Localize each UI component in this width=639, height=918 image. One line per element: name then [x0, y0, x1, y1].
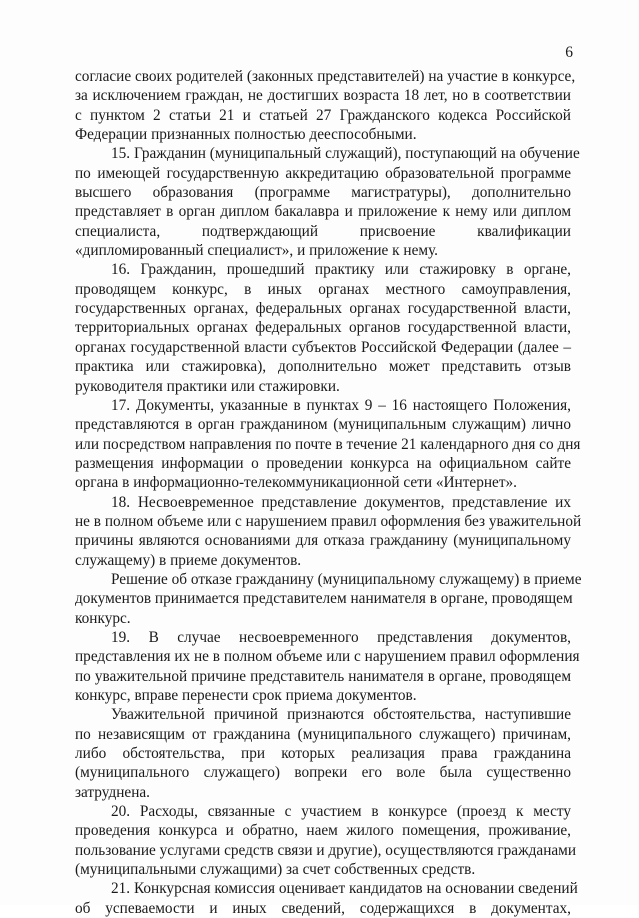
text-line: органа в информационно-телекоммуникационной сети «Интернет». [75, 474, 517, 492]
text-line: либо обстоятельства, при которых реализация права гражданина [75, 745, 571, 763]
text-line: проведения конкурса и обратно, наем жилого помещения, проживание, [75, 822, 571, 840]
text-line: (муниципальными служащими) за счет собственных средств. [75, 861, 476, 879]
text-line: по независящим от гражданина (муниципального служащего) причинам, [75, 725, 571, 743]
text-line: «дипломированный специалист», и приложение к нему. [75, 242, 439, 260]
paragraph-p21 [75, 879, 578, 918]
text-line: причины являются основаниями для отказа гражданину (муниципальному [75, 532, 571, 550]
text-line: затруднена. [75, 783, 150, 801]
text-line: 20. Расходы, связанные с участием в конкурсе (проезд к месту [111, 803, 571, 821]
text-line: конкурс, вправе перенести срок приема документов. [75, 687, 417, 704]
text-line: по имеющей государственную аккредитацию образовательной программе [75, 164, 571, 182]
text-line: документов принимается представителем нанимателя в органе, проводящем [75, 590, 573, 608]
text-line: 19. В случае несвоевременного представления документов, [111, 628, 571, 646]
text-line: Уважительной причиной признаются обстоятельства, наступившие [111, 706, 571, 724]
paragraph-p15 [75, 144, 580, 260]
text-line: проводящем конкурс, в иных органах местного самоуправления, [75, 280, 571, 298]
text-line: согласие своих родителей (законных представителей) на участие в конкурсе, [75, 68, 576, 85]
text-line: 17. Документы, указанные в пунктах 9 – 16 настоящего Положения, [111, 396, 571, 414]
text-line: практика или стажировка), дополнительно может представить отзыв [75, 358, 571, 376]
text-line: пользование услугами средств связи и другие), осуществляются гражданами [75, 841, 577, 859]
text-line: представляет в орган диплом бакалавра и приложение к нему или диплом [75, 203, 571, 221]
text-line: органах государственной власти субъектов Российской Федерации (далее – [75, 338, 571, 356]
text-line: 21. Конкурсная комиссия оценивает кандидатов на основании сведений [111, 880, 578, 898]
text-line: 15. Гражданин (муниципальный служащий), поступающий на обучение [111, 145, 580, 163]
text-line: с пунктом 2 статьи 21 и статьей 27 Гражданского кодекса Российской [75, 106, 571, 124]
text-line: 18. Несвоевременное представление документов, представление их [111, 493, 571, 511]
paragraph-p19-2 [75, 705, 571, 802]
text-line: не в полном объеме или с нарушением правил оформления без уважительной [75, 512, 582, 530]
text-line: по уважительной причине представитель нанимателя в органе, проводящем [75, 667, 571, 685]
text-line: территориальных органах федеральных органов государственной власти, [75, 319, 571, 337]
text-line: конкурс. [75, 609, 131, 627]
text-line: об успеваемости и иных сведений, содержащихся в документах, [75, 899, 571, 917]
paragraph-p19 [75, 628, 580, 705]
paragraph-p18-2 [75, 570, 582, 628]
text-line: специалиста, подтверждающий присвоение квалификации [75, 222, 571, 240]
document-body [75, 67, 582, 918]
text-line: высшего образования (программе магистратуры), дополнительно [75, 184, 571, 202]
text-line: служащему) в приеме документов. [75, 551, 302, 569]
text-line: или посредством направления по почте в течение 21 календарного дня со дня [75, 435, 581, 453]
paragraph-p20 [75, 802, 577, 879]
text-line: государственных органах, федеральных органах государственной власти, [75, 300, 571, 318]
text-line: руководителя практики или стажировки. [75, 377, 340, 395]
page-number: 6 [565, 44, 573, 61]
paragraph-p18 [75, 493, 582, 570]
paragraph-p16 [75, 260, 571, 395]
text-line: за исключением граждан, не достигших возраста 18 лет, но в соответствии [75, 87, 571, 105]
text-line: размещения информации о проведении конкурса на официальном сайте [75, 454, 571, 472]
paragraph-p14-cont [75, 67, 576, 144]
text-line: представляются в орган гражданином (муниципальным служащим) лично [75, 416, 571, 434]
paragraph-p17 [75, 396, 581, 493]
text-line: Федерации признанных полностью дееспособными. [75, 126, 417, 144]
text-line: 16. Гражданин, прошедший практику или стажировку в органе, [111, 261, 571, 279]
text-line: (муниципального служащего) вопреки его воле была существенно [75, 764, 571, 782]
text-line: представления их не в полном объеме или с нарушением правил оформления [75, 648, 580, 666]
text-line: Решение об отказе гражданину (муниципальному служащему) в приеме [111, 570, 582, 588]
